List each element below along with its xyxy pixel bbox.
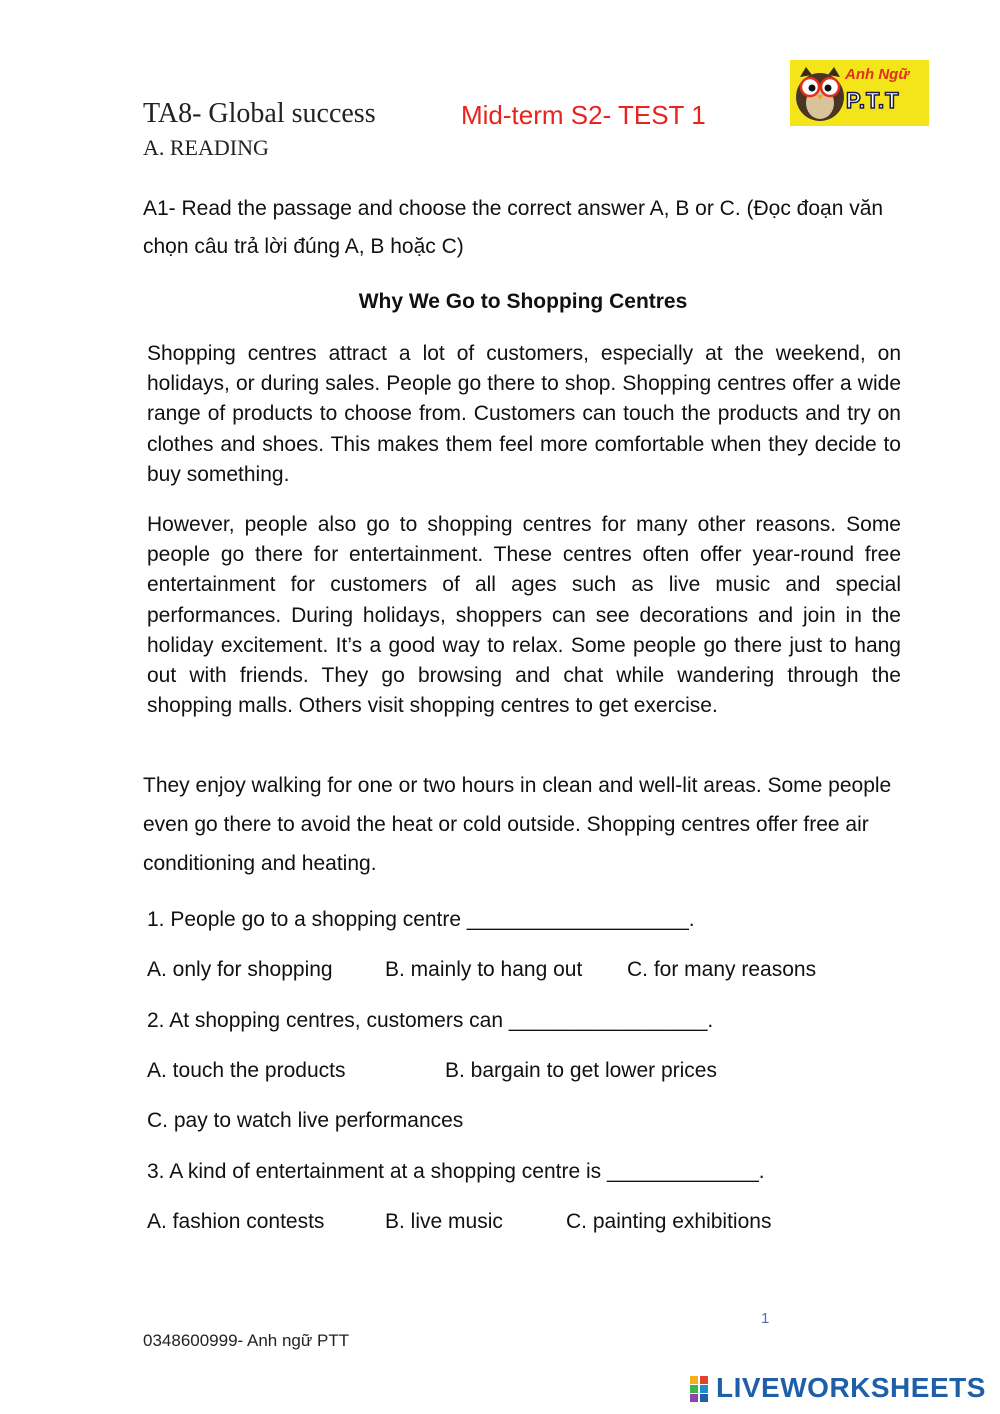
q2-option-b[interactable]: B. bargain to get lower prices [445, 1059, 717, 1082]
section-heading: A. READING [143, 135, 269, 160]
q1-option-b[interactable]: B. mainly to hang out [385, 958, 583, 981]
question-2: 2. At shopping centres, customers can _________________. [147, 1009, 714, 1032]
q2-option-a[interactable]: A. touch the products [147, 1059, 346, 1082]
worksheet-title: TA8- Global success [143, 98, 376, 129]
logo-caption: Anh Ngữ [845, 66, 910, 83]
q3-option-b[interactable]: B. live music [385, 1210, 503, 1233]
liveworksheets-wordmark: LIVEWORKSHEETS [716, 1372, 986, 1403]
question-1-options [147, 958, 907, 988]
question-1: 1. People go to a shopping centre ___________________. [147, 908, 695, 931]
question-3: 3. A kind of entertainment at a shopping centre is _____________. [147, 1160, 765, 1183]
school-logo [790, 60, 929, 126]
owl-icon [792, 63, 848, 123]
page-number: 1 [761, 1310, 770, 1327]
q3-option-c[interactable]: C. painting exhibitions [566, 1210, 772, 1233]
question-3-options [147, 1210, 907, 1240]
question-2-options [147, 1059, 907, 1089]
q1-option-c[interactable]: C. for many reasons [627, 958, 817, 981]
passage-paragraph-3: They enjoy walking for one or two hours in clean and well-lit areas. Some people even go there to avoid the heat or cold outside. Shopping centres offer free air conditioning and heating. [143, 774, 892, 875]
footer-contact: 0348600999- Anh ngữ PTT [143, 1331, 350, 1350]
exam-title: Mid-term S2- TEST 1 [461, 100, 706, 130]
q2-option-c[interactable]: C. pay to watch live performances [147, 1109, 464, 1132]
q1-option-a[interactable]: A. only for shopping [147, 958, 333, 981]
liveworksheets-logo-icon [690, 1376, 708, 1402]
passage-paragraph-1: Shopping centres attract a lot of customers, especially at the weekend, on holidays, or during sales. People go there to shop. Shopping centres offer a wide range of products to choose from. Customers can touch the products and try on clothes and shoes. This makes them feel more comfortable when they decide to buy something. [147, 342, 901, 486]
instruction-text: A1- Read the passage and choose the correct answer A, B or C. (Đọc đoạn văn chọn câu trả lời đúng A, B hoặc C) [143, 197, 884, 258]
q3-option-a[interactable]: A. fashion contests [147, 1210, 325, 1233]
passage-paragraph-2: However, people also go to shopping centres for many other reasons. Some people go there for entertainment. These centres often offer year-round free entertainment for customers of all ages such as live music and special performances. During holidays, shoppers can see decorations and join in the holiday excitement. It’s a good way to relax. Some people go there just to hang out with friends. They go browsing and chat while wandering through the shopping malls. Others visit shopping centres to get exercise. [147, 513, 901, 718]
logo-brand: P.T.T [846, 88, 900, 113]
passage-title: Why We Go to Shopping Centres [358, 290, 688, 313]
